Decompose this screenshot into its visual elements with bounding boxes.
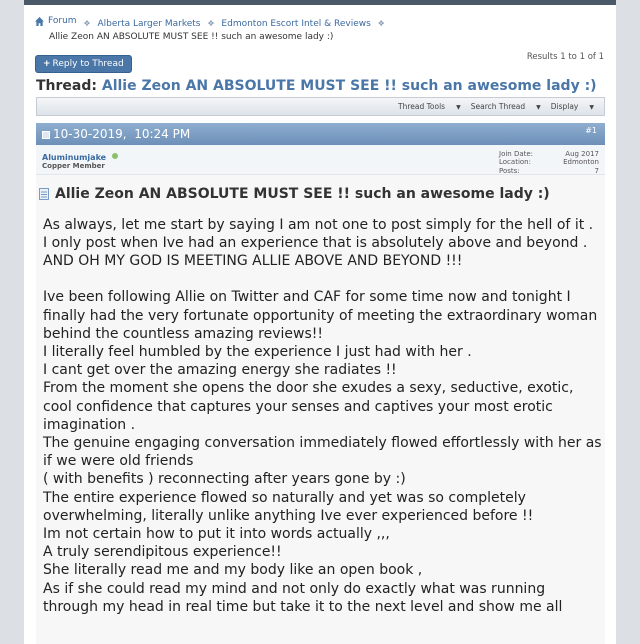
posts-value: 7 [594, 166, 599, 175]
join-date-value: Aug 2017 [565, 149, 599, 158]
current-page-title: Allie Zeon AN ABSOLUTE MUST SEE !! such an awesome lady :) [49, 31, 334, 42]
display-menu[interactable] [551, 102, 594, 111]
user-info-row [36, 145, 605, 175]
reply-to-thread-button[interactable] [35, 55, 132, 73]
breadcrumb [24, 5, 616, 29]
post-line [43, 270, 603, 288]
post-header [36, 123, 605, 145]
thread-title [36, 78, 616, 94]
breadcrumb-separator-icon: ❖ [377, 18, 385, 28]
online-status-icon [112, 153, 118, 159]
post-date [53, 127, 190, 141]
posts-label: Posts: [499, 166, 520, 175]
thread-title-text[interactable]: Allie Zeon AN ABSOLUTE MUST SEE !! such an awesome lady :) [101, 77, 597, 94]
chevron-down-icon: ▼ [536, 103, 541, 111]
plus-icon: + [43, 58, 51, 69]
post-line: AND OH MY GOD IS MEETING ALLIE ABOVE AND BEYOND !!! [43, 252, 463, 269]
post-date-value: 10-30-2019, [53, 126, 127, 141]
post-line: Ive been following Allie on Twitter and CAF for some time now and tonight I finally had the very fortunate opportunity of meeting the extraordinary woman behind the countless amazing reviews!! [43, 289, 598, 342]
post-line: As if she could read my mind and not only do exactly what was running through my head in real time but take it to the next level and show me all [43, 580, 563, 615]
breadcrumb-link-edmonton[interactable]: Edmonton Escort Intel & Reviews [221, 18, 371, 29]
post-body [36, 175, 605, 644]
breadcrumb-link-forum[interactable]: Forum [48, 16, 77, 26]
post-status-icon [42, 131, 50, 139]
post-time-value: 10:24 PM [134, 126, 191, 141]
breadcrumb-separator-icon: ❖ [83, 18, 91, 28]
post-line: I literally feel humbled by the experience I just had with her . [43, 343, 472, 360]
user-details [499, 150, 599, 176]
post-line: ( with benefits ) reconnecting after years gone by :) [43, 471, 406, 488]
post-line: The entire experience flowed so naturally and yet was so completely overwhelming, literally unlike anything Ive ever experienced before !! [43, 489, 534, 524]
chevron-down-icon: ▼ [456, 103, 461, 111]
thread-toolbar [36, 97, 605, 116]
document-icon [39, 188, 49, 200]
post-line: As always, let me start by saying I am not one to post simply for the hell of it . [43, 216, 594, 233]
thread-tools-label: Thread Tools [398, 101, 446, 111]
thread-label: Thread: [36, 77, 97, 94]
join-date-label: Join Date: [499, 149, 534, 158]
post-line: A truly serendipitous experience!! [43, 544, 282, 561]
display-label: Display [550, 101, 579, 111]
thread-tools-menu[interactable] [398, 102, 461, 111]
post-title [39, 186, 550, 202]
reply-button-label: Reply to Thread [52, 58, 124, 69]
breadcrumb-link-alberta[interactable]: Alberta Larger Markets [97, 18, 201, 29]
username-link[interactable]: Aluminumjake [42, 152, 107, 162]
search-thread-menu[interactable] [471, 102, 541, 111]
home-icon[interactable] [35, 17, 44, 26]
post-line: I only post when Ive had an experience that is absolutely above and beyond . [43, 234, 588, 251]
results-count: Results 1 to 1 of 1 [526, 51, 604, 62]
location-value: Edmonton [563, 158, 599, 166]
search-thread-label: Search Thread [470, 101, 526, 111]
post-line: From the moment she opens the door she exudes a sexy, seductive, exotic, cool confidence that captures your senses and captives your most erotic imagination . [43, 380, 574, 433]
page [24, 0, 616, 644]
post-text [43, 216, 603, 616]
post-number-link[interactable]: #1 [585, 125, 597, 135]
user-title: Copper Member [42, 161, 105, 170]
post-line: She literally read me and my body like an open book , [43, 562, 423, 579]
breadcrumb-separator-icon: ❖ [207, 18, 215, 28]
location-label: Location: [499, 158, 531, 166]
post-line: Im not certain how to put it into words actually ,,, [43, 525, 390, 542]
chevron-down-icon: ▼ [589, 103, 594, 111]
post-line: I cant get over the amazing energy she radiates !! [43, 362, 397, 379]
post-line: The genuine engaging conversation immediately flowed effortlessly with her as if we were old friends [43, 434, 602, 470]
post-title-text: Allie Zeon AN ABSOLUTE MUST SEE !! such an awesome lady :) [55, 185, 550, 202]
